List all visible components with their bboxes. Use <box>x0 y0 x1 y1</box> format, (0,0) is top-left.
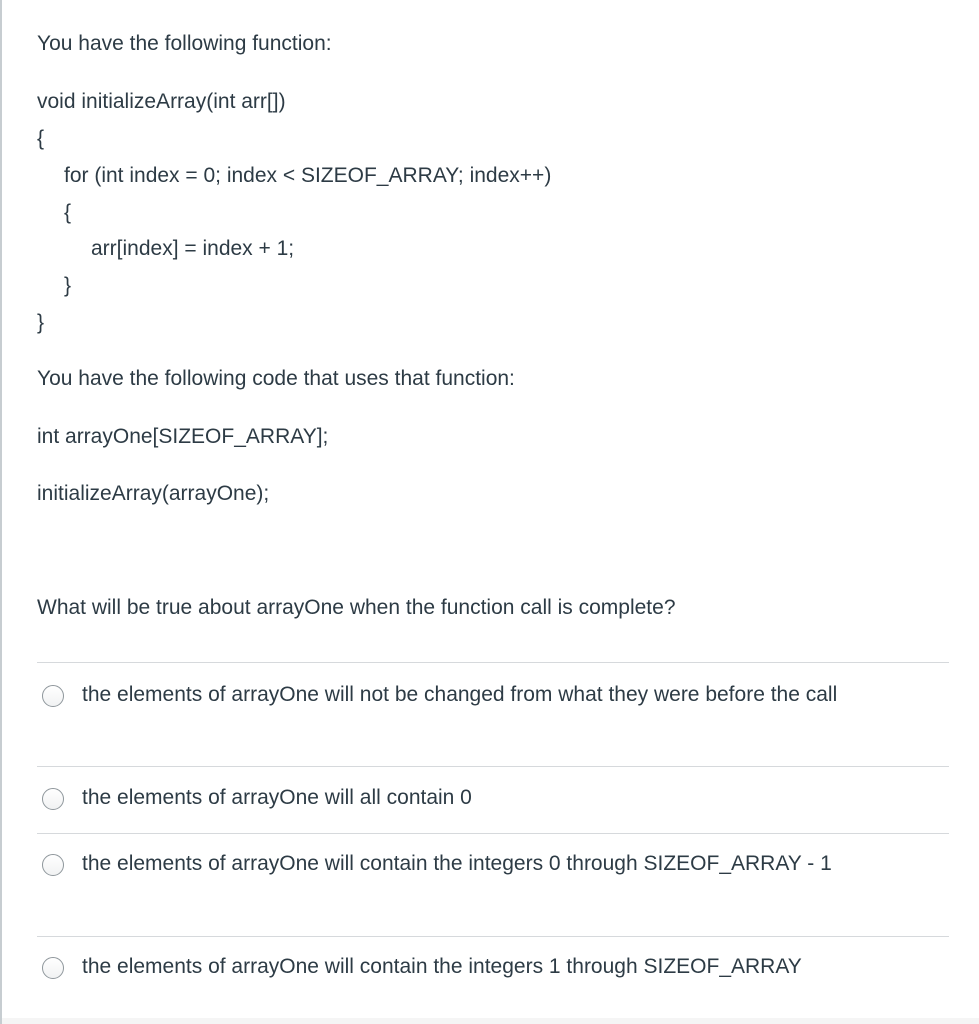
question-intro: You have the following function: <box>37 32 332 55</box>
answer-option-1[interactable] <box>37 663 949 766</box>
answer-label[interactable]: the elements of arrayOne will all contain 0 <box>82 786 472 809</box>
code-line: { <box>64 201 72 224</box>
code-line: for (int index = 0; index < SIZEOF_ARRAY; index++) <box>64 164 552 187</box>
answer-label[interactable]: the elements of arrayOne will contain the integers 1 through SIZEOF_ARRAY <box>82 955 802 978</box>
radio-button[interactable] <box>42 957 64 979</box>
answer-option-4[interactable] <box>37 937 949 1007</box>
radio-button[interactable] <box>42 788 64 810</box>
code-line: { <box>37 127 45 150</box>
usage-intro: You have the following code that uses that function: <box>37 367 515 390</box>
code-line: arr[index] = index + 1; <box>91 237 295 260</box>
code-line: } <box>37 311 45 334</box>
usage-line: initializeArray(arrayOne); <box>37 482 270 505</box>
answer-label[interactable]: the elements of arrayOne will contain the integers 0 through SIZEOF_ARRAY - 1 <box>82 852 832 875</box>
bottom-strip <box>2 1018 979 1024</box>
answer-label[interactable]: the elements of arrayOne will not be changed from what they were before the call <box>82 683 838 706</box>
radio-button[interactable] <box>42 854 64 876</box>
question-prompt: What will be true about arrayOne when the function call is complete? <box>37 596 676 619</box>
left-border <box>0 0 2 1024</box>
answer-option-3[interactable] <box>37 834 949 936</box>
answer-option-2[interactable] <box>37 767 949 833</box>
radio-button[interactable] <box>42 685 64 707</box>
code-line: } <box>64 274 72 297</box>
usage-line: int arrayOne[SIZEOF_ARRAY]; <box>37 425 329 448</box>
code-line: void initializeArray(int arr[]) <box>37 90 286 113</box>
